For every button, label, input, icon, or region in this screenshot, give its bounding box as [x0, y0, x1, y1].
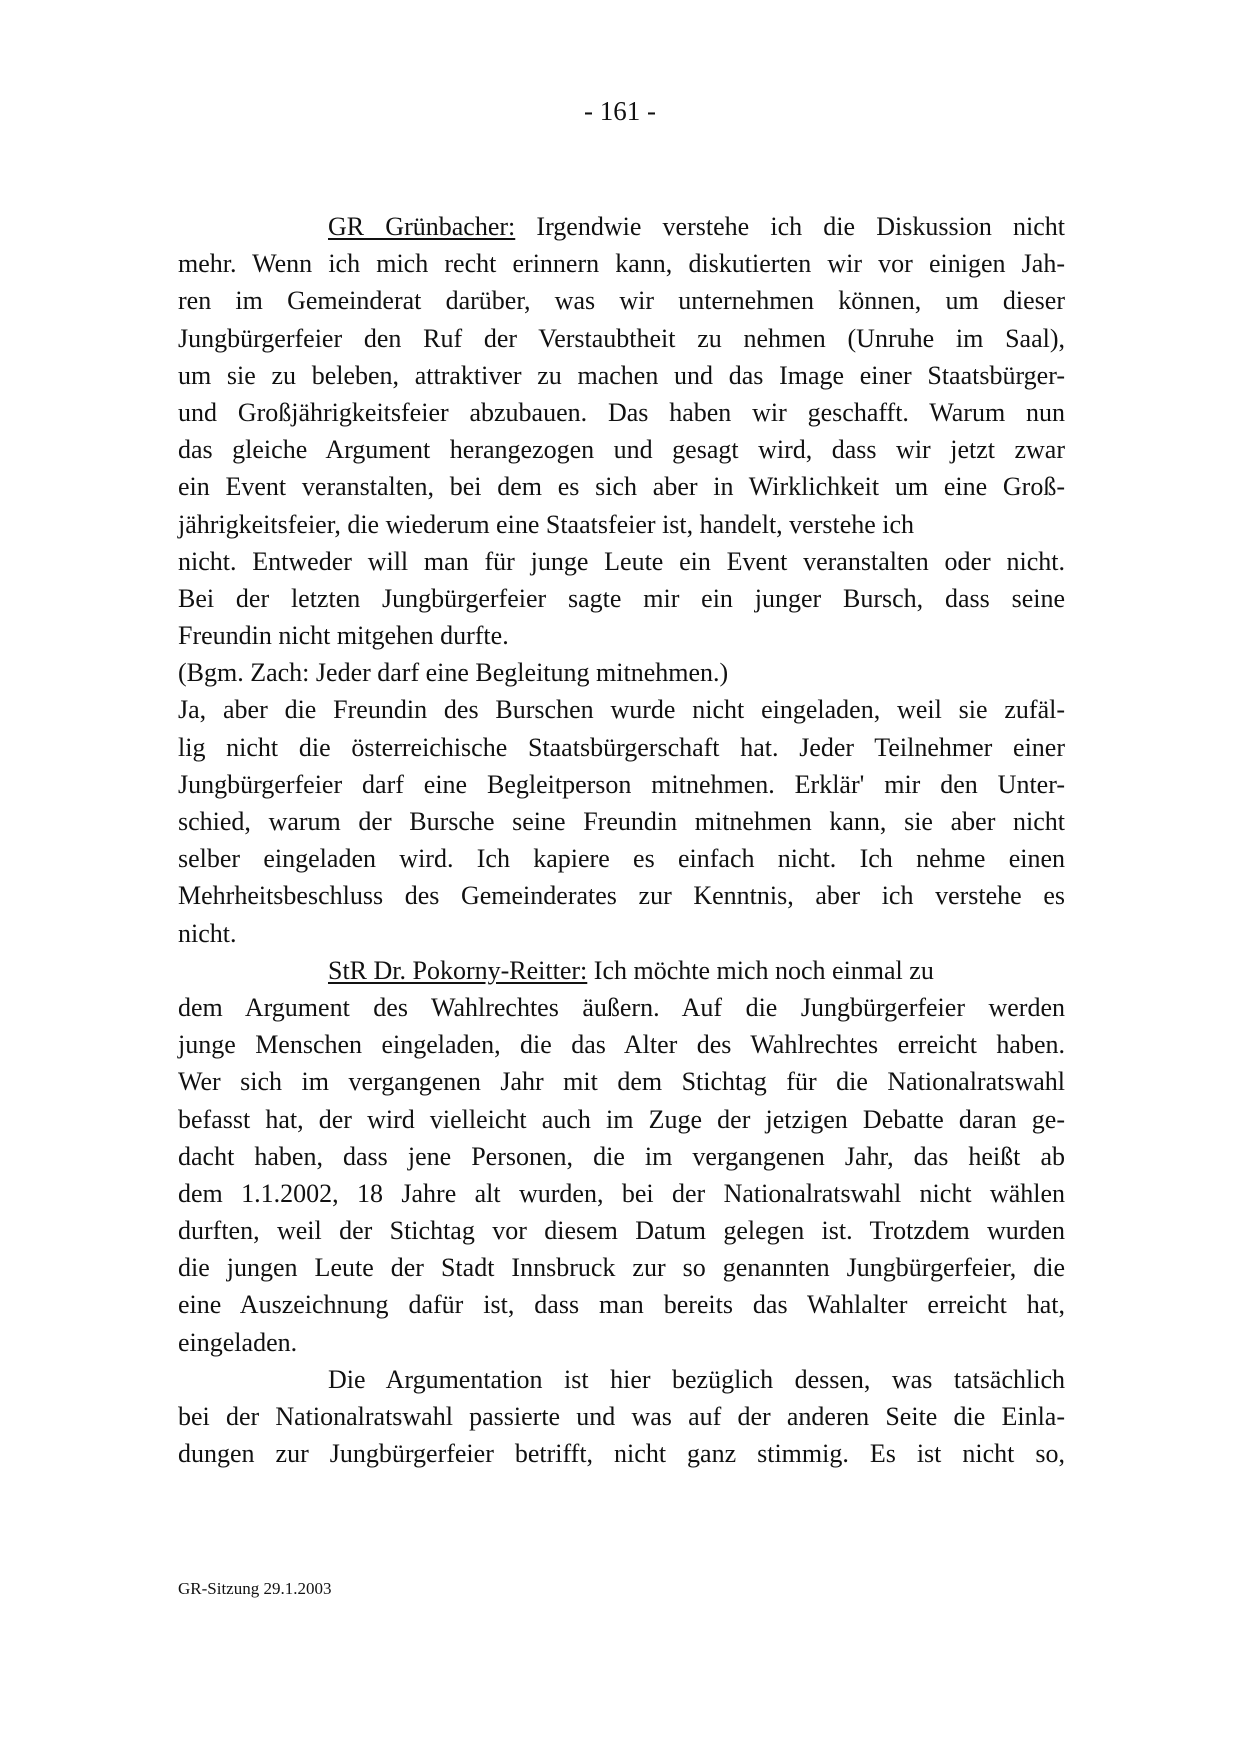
- page-number: - 161 -: [584, 96, 656, 126]
- text-line: jährigkeitsfeier, die wiederum eine Staatsfeier ist, handelt, verstehe ich: [178, 509, 915, 539]
- text-line: Bei der letzten Jungbürgerfeier sagte mir ein junger Bursch, dass seine: [178, 583, 1065, 613]
- paragraph-first-line: Die Argumentation ist hier bezüglich dessen, was tatsächlich: [328, 1364, 1065, 1394]
- text-line: und Großjährigkeitsfeier abzubauen. Das haben wir geschafft. Warum nun: [178, 397, 1065, 427]
- paragraph-text: Ich möchte mich noch einmal zu: [587, 955, 934, 985]
- text-line: mehr. Wenn ich mich recht erinnern kann, diskutierten wir vor einigen Jah-: [178, 249, 1065, 279]
- text-line: ren im Gemeinderat darüber, was wir unternehmen können, um dieser: [178, 286, 1065, 316]
- speaker-name: GR Grünbacher:: [328, 212, 516, 241]
- footer: GR-Sitzung 29.1.2003: [178, 1579, 332, 1598]
- text-line: eine Auszeichnung dafür ist, dass man bereits das Wahlalter erreicht hat,: [178, 1290, 1065, 1320]
- text-line: schied, warum der Bursche seine Freundin mitnehmen kann, sie aber nicht: [178, 807, 1065, 836]
- text-line: Jungbürgerfeier darf eine Begleitperson mitnehmen. Erklär' mir den Unter-: [178, 769, 1065, 799]
- text-line: das gleiche Argument herangezogen und gesagt wird, dass wir jetzt zwar: [178, 435, 1065, 465]
- text-line: durften, weil der Stichtag vor diesem Datum gelegen ist. Trotzdem wurden: [178, 1216, 1065, 1246]
- text-line: Jungbürgerfeier den Ruf der Verstaubtheit zu nehmen (Unruhe im Saal),: [178, 323, 1065, 353]
- text-line: befasst hat, der wird vielleicht auch im Zuge der jetzigen Debatte daran ge-: [178, 1104, 1065, 1134]
- text-line: dem Argument des Wahlrechtes äußern. Auf die Jungbürgerfeier werden: [178, 992, 1065, 1022]
- text-line: nicht.: [178, 918, 237, 948]
- text-line: Ja, aber die Freundin des Burschen wurde nicht eingeladen, weil sie zufäl-: [178, 695, 1065, 725]
- text-line: dem 1.1.2002, 18 Jahre alt wurden, bei der Nationalratswahl nicht wählen: [178, 1178, 1065, 1208]
- text-line: junge Menschen eingeladen, die das Alter des Wahlrechtes erreicht haben.: [178, 1030, 1065, 1060]
- text-line: ein Event veranstalten, bei dem es sich aber in Wirklichkeit um eine Groß-: [178, 472, 1065, 502]
- text-line: die jungen Leute der Stadt Innsbruck zur so genannten Jungbürgerfeier, die: [178, 1253, 1065, 1283]
- text-line: selber eingeladen wird. Ich kapiere es einfach nicht. Ich nehme einen: [178, 844, 1065, 874]
- text-line: Wer sich im vergangenen Jahr mit dem Stichtag für die Nationalratswahl: [178, 1067, 1065, 1097]
- paragraph-first-line: [178, 208, 1065, 245]
- text-line: lig nicht die österreichische Staatsbürgerschaft hat. Jeder Teilnehmer einer: [178, 732, 1065, 762]
- interjection: (Bgm. Zach: Jeder darf eine Begleitung mitnehmen.): [178, 658, 729, 688]
- text-line: dungen zur Jungbürgerfeier betrifft, nicht ganz stimmig. Es ist nicht so,: [178, 1439, 1065, 1469]
- paragraph-text: Irgendwie verstehe ich die Diskussion nicht: [515, 212, 1066, 241]
- text-line: eingeladen.: [178, 1327, 298, 1357]
- text-line: nicht. Entweder will man für junge Leute ein Event veranstalten oder nicht.: [178, 546, 1065, 576]
- text-line: Mehrheitsbeschluss des Gemeinderates zur Kenntnis, aber ich verstehe es: [178, 881, 1065, 911]
- text-line: dacht haben, dass jene Personen, die im vergangenen Jahr, das heißt ab: [178, 1141, 1065, 1171]
- text-line: bei der Nationalratswahl passierte und was auf der anderen Seite die Einla-: [178, 1402, 1065, 1431]
- text-line: Freundin nicht mitgehen durfte.: [178, 621, 509, 651]
- body-text: [178, 208, 1065, 1472]
- speaker-name: StR Dr. Pokorny-Reitter:: [328, 955, 588, 985]
- paragraph-first-line: [178, 952, 1065, 989]
- text-line: um sie zu beleben, attraktiver zu machen und das Image einer Staatsbürger-: [178, 360, 1065, 390]
